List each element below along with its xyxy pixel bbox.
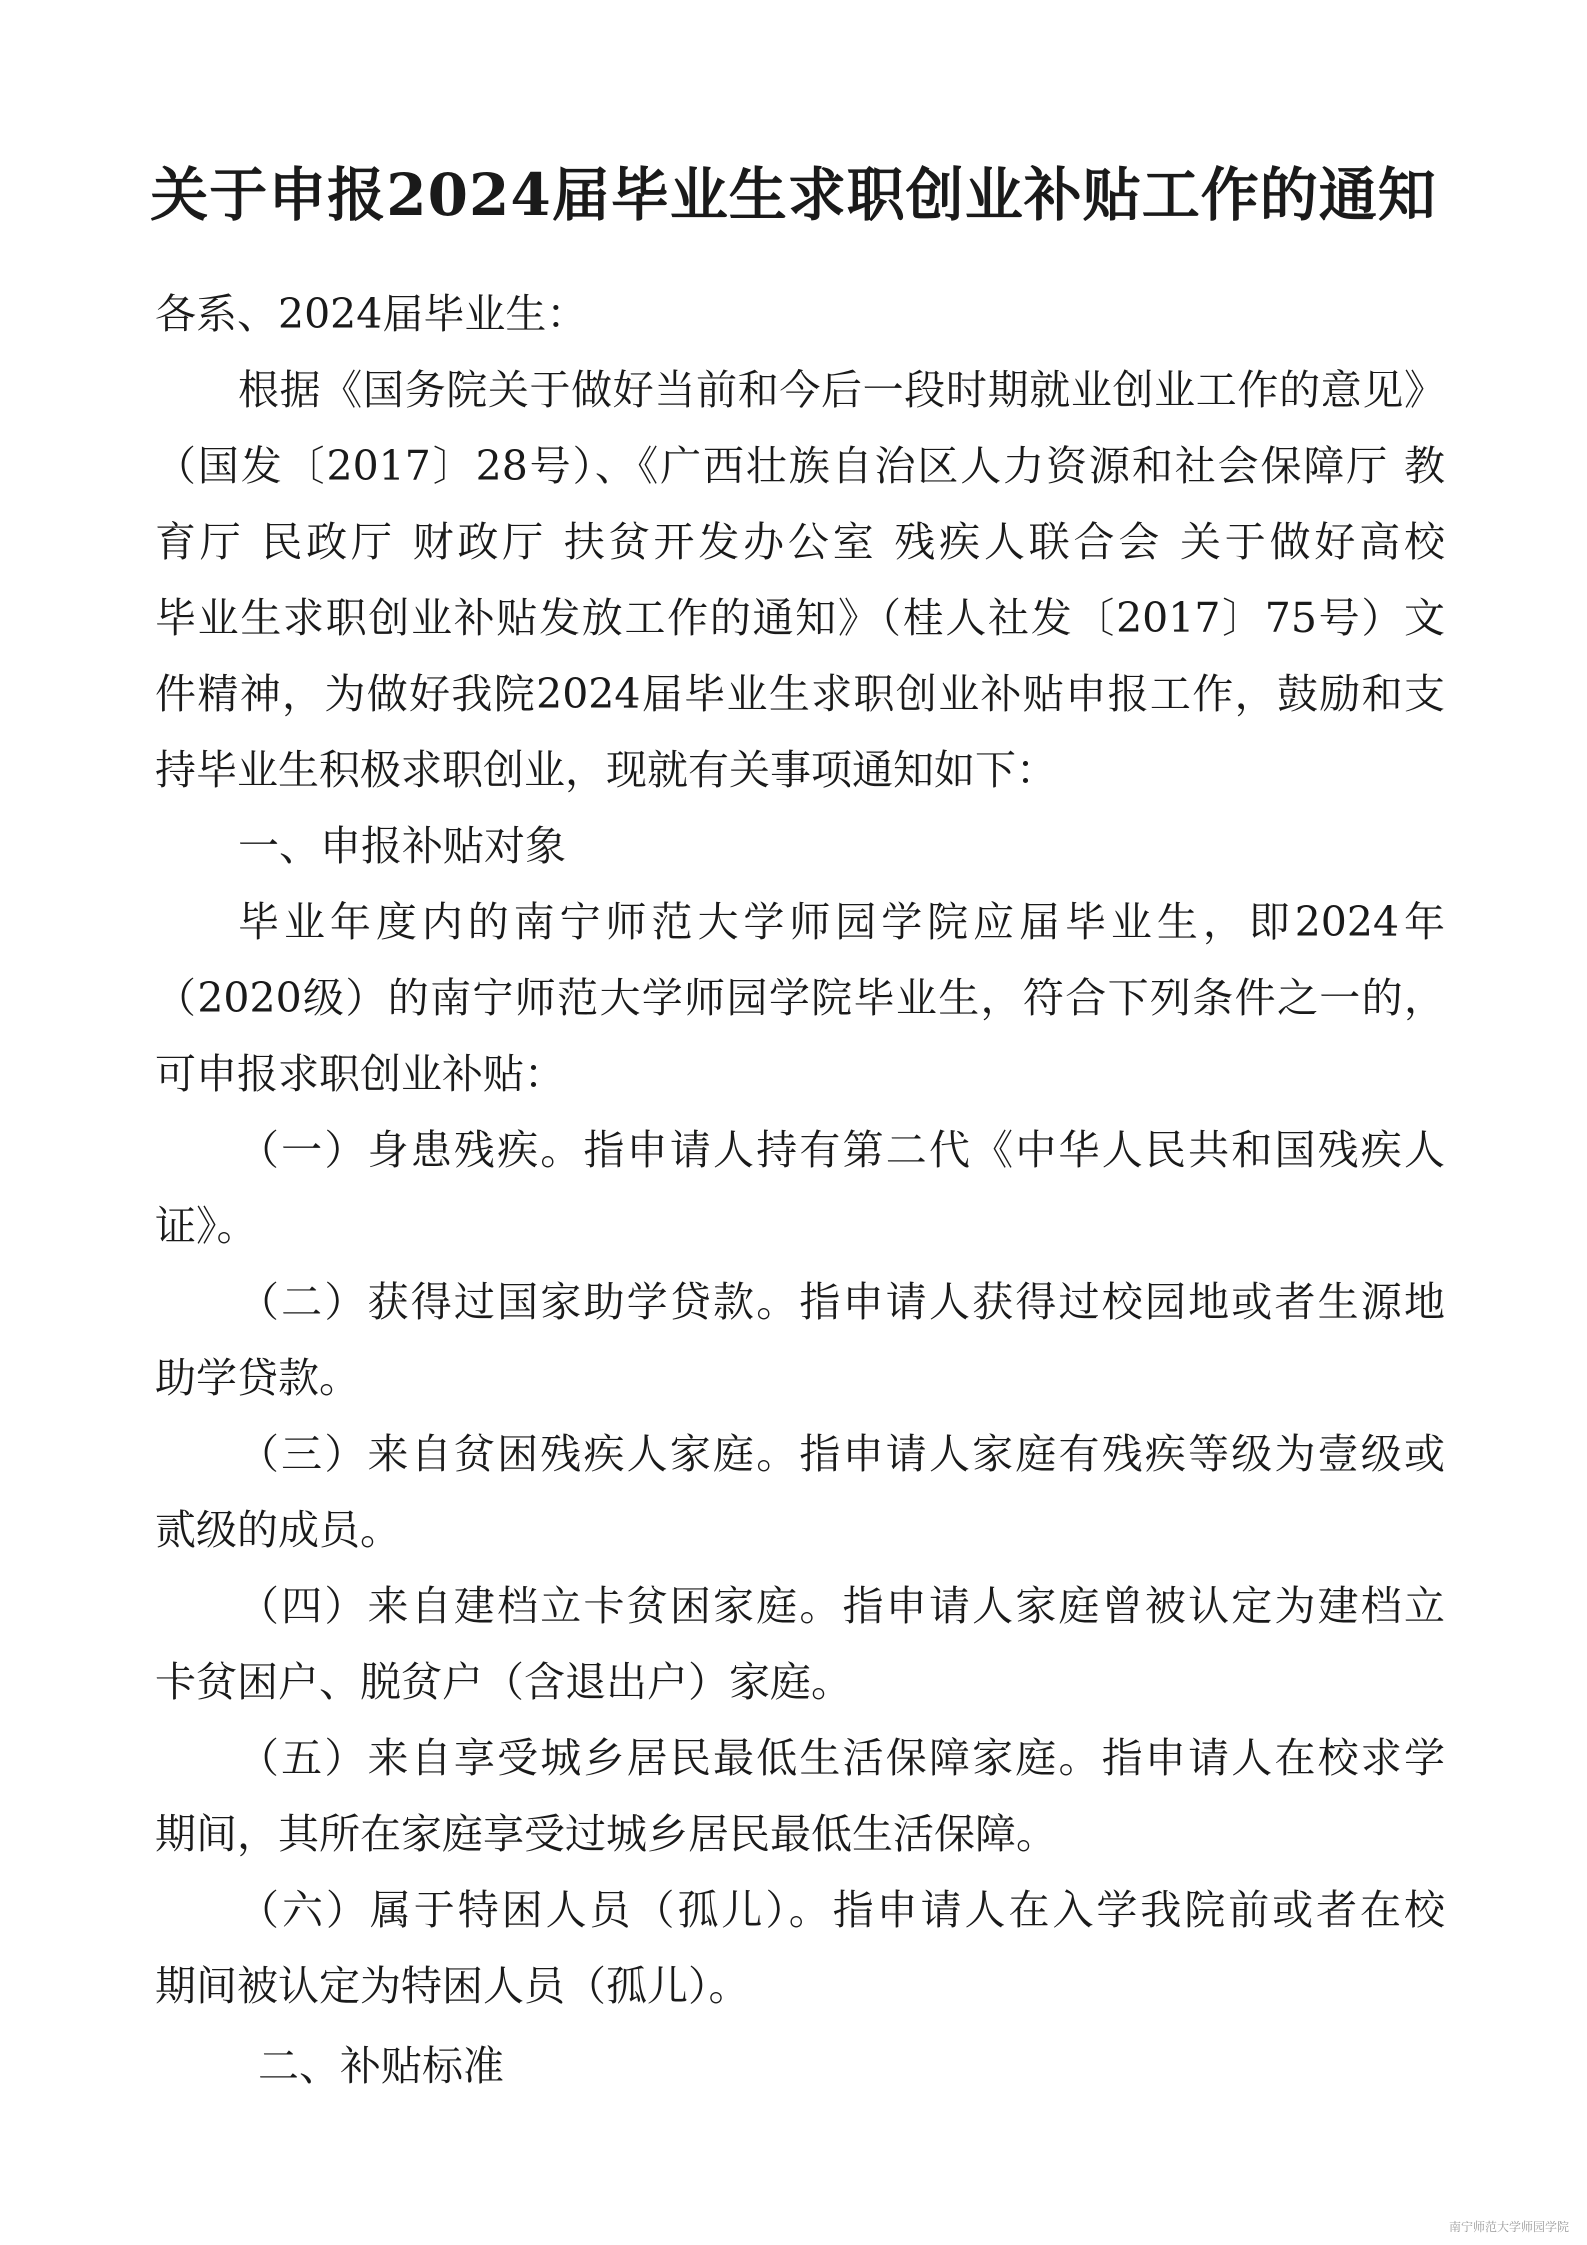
- intro-line-2: （国发〔2017〕28号）、《广西壮族自治区人力资源和社会保障厅 教: [155, 442, 1445, 490]
- item-6-line-2: 期间被认定为特困人员（孤儿）。: [155, 1962, 750, 2010]
- watermark-text: 南宁师范大学师园学院: [1448, 2220, 1569, 2234]
- salutation: 各系、2024届毕业生：: [155, 290, 588, 338]
- item-4-line-2: 卡贫困户、脱贫户（含退出户）家庭。: [155, 1658, 852, 1706]
- section-1-body-line-2: （2020级）的南宁师范大学师园学院毕业生，符合下列条件之一的，: [155, 974, 1445, 1022]
- intro-line-5: 件精神，为做好我院2024届毕业生求职创业补贴申报工作，鼓励和支: [155, 670, 1445, 718]
- item-1-line-1: （一）身患残疾。指申请人持有第二代《中华人民共和国残疾人: [238, 1126, 1445, 1174]
- item-5-line-1: （五）来自享受城乡居民最低生活保障家庭。指申请人在校求学: [238, 1734, 1445, 1782]
- intro-line-4: 毕业生求职创业补贴发放工作的通知》（桂人社发〔2017〕75号）文: [155, 594, 1445, 642]
- intro-line-6: 持毕业生积极求职创业，现就有关事项通知如下：: [155, 746, 1057, 794]
- section-2-heading: 二、补贴标准: [258, 2042, 504, 2090]
- item-5-line-2: 期间，其所在家庭享受过城乡居民最低生活保障。: [155, 1810, 1057, 1858]
- item-3-line-2: 贰级的成员。: [155, 1506, 401, 1554]
- item-4-line-1: （四）来自建档立卡贫困家庭。指申请人家庭曾被认定为建档立: [238, 1582, 1445, 1630]
- item-6-line-1: （六）属于特困人员（孤儿）。指申请人在入学我院前或者在校: [238, 1886, 1445, 1934]
- item-2-line-1: （二）获得过国家助学贷款。指申请人获得过校园地或者生源地: [238, 1278, 1445, 1326]
- section-1-heading: 一、申报补贴对象: [238, 822, 566, 870]
- intro-line-3: 育厅 民政厅 财政厅 扶贫开发办公室 残疾人联合会 关于做好高校: [155, 518, 1445, 566]
- item-3-line-1: （三）来自贫困残疾人家庭。指申请人家庭有残疾等级为壹级或: [238, 1430, 1445, 1478]
- section-1-body-line-3: 可申报求职创业补贴：: [155, 1050, 565, 1098]
- intro-line-1: 根据《国务院关于做好当前和今后一段时期就业创业工作的意见》: [238, 366, 1445, 414]
- item-2-line-2: 助学贷款。: [155, 1354, 360, 1402]
- document-title: 关于申报2024届毕业生求职创业补贴工作的通知: [150, 161, 1437, 229]
- item-1-line-2: 证》。: [155, 1202, 258, 1250]
- section-1-body-line-1: 毕业年度内的南宁师范大学师园学院应届毕业生，即2024年: [238, 898, 1445, 946]
